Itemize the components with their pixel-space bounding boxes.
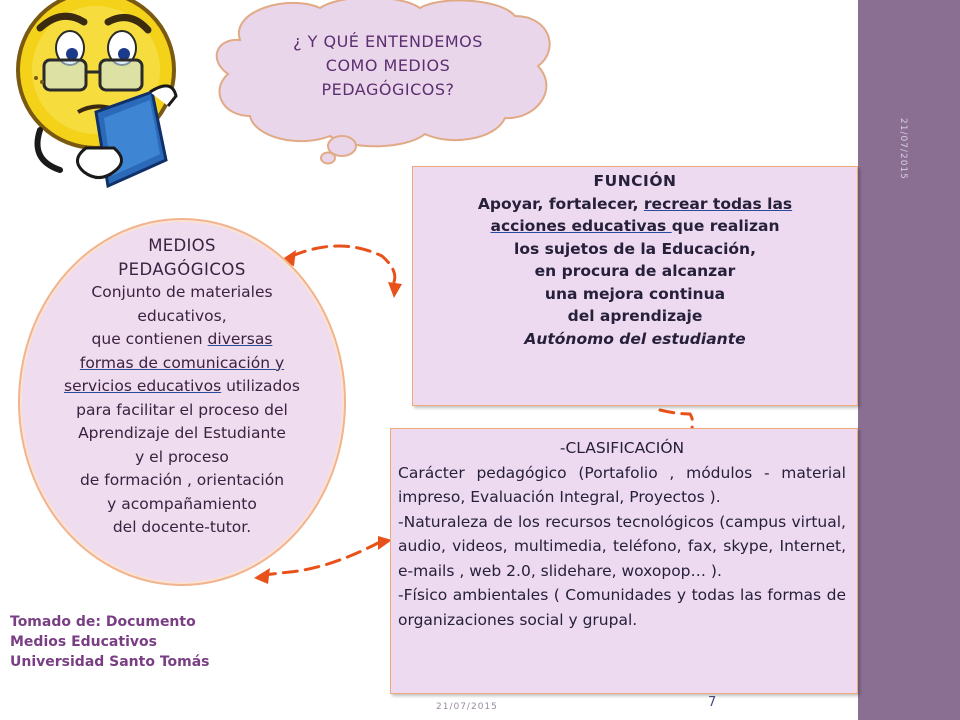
clasificacion-paragraph: -Naturaleza de los recursos tecnológicos (campus virtual, audio, videos, multimedia, teléfono, fax, skype, Internet, e-mails , web 2.0, slidehare, woxopop… ). xyxy=(398,512,846,580)
cloud-line: COMO MEDIOS xyxy=(325,56,451,75)
funcion-text: que realizan xyxy=(671,217,780,235)
medios-line: para facilitar el proceso del xyxy=(76,400,288,419)
arrow-funcion-clasificacion xyxy=(660,410,693,428)
cloud-line: ¿ Y QUÉ ENTENDEMOS xyxy=(293,32,483,51)
clasificacion-heading: -CLASIFICACIÓN xyxy=(559,439,685,457)
cloud-question xyxy=(282,30,494,102)
medios-title: PEDAGÓGICOS xyxy=(118,259,246,279)
funcion-text-underlined: acciones educativas xyxy=(490,217,672,235)
medios-line xyxy=(18,328,346,352)
funcion-content xyxy=(412,170,858,350)
funcion-line xyxy=(412,215,858,238)
medios-line: de formación , orientación xyxy=(79,471,285,489)
clasificacion-paragraph: Carácter pedagógico (Portafolio , módulos - material impreso, Evaluación Integral, Proyectos ). xyxy=(398,463,846,506)
medios-text-underlined: formas de comunicación y xyxy=(79,353,285,372)
funcion-line: Autónomo del estudiante xyxy=(524,329,746,348)
funcion-text-underlined: recrear todas las xyxy=(643,194,793,213)
clasificacion-content xyxy=(398,436,846,632)
cartoon-reader-icon xyxy=(18,0,176,186)
medios-line xyxy=(18,352,346,376)
funcion-line: los sujetos de la Educación, xyxy=(514,239,756,258)
funcion-line xyxy=(412,193,858,216)
medios-line: educativos, xyxy=(137,306,227,325)
cloud-line: PEDAGÓGICOS? xyxy=(321,80,455,99)
page-number: 7 xyxy=(708,695,717,710)
medios-line xyxy=(18,375,346,399)
medios-text: utilizados xyxy=(221,377,300,395)
funcion-heading: FUNCIÓN xyxy=(593,172,677,190)
medios-line: y el proceso xyxy=(135,447,229,466)
medios-text-underlined: diversas xyxy=(207,330,273,348)
medios-line: Conjunto de materiales xyxy=(91,283,273,301)
source-line: Medios Educativos xyxy=(10,634,157,650)
source-line: Tomado de: Documento xyxy=(10,614,196,630)
medios-definition xyxy=(18,234,346,540)
medios-line: Aprendizaje del Estudiante xyxy=(78,424,286,442)
medios-text-underlined: servicios educativos xyxy=(64,377,222,395)
medios-text: que contienen xyxy=(91,330,208,348)
funcion-line: del aprendizaje xyxy=(567,307,703,325)
clasificacion-paragraph: -Físico ambientales ( Comunidades y todas las formas de organizaciones social y grupal. xyxy=(398,586,846,629)
source-line: Universidad Santo Tomás xyxy=(10,654,210,670)
sidebar-date: 21/07/2015 xyxy=(898,118,908,180)
medios-title: MEDIOS xyxy=(148,236,216,255)
funcion-line: en procura de alcanzar xyxy=(534,262,736,280)
medios-line: y acompañamiento xyxy=(107,494,257,513)
source-note xyxy=(10,612,210,672)
medios-line: del docente-tutor. xyxy=(112,518,252,536)
funcion-text: Apoyar, fortalecer, xyxy=(477,194,644,213)
funcion-line: una mejora continua xyxy=(544,284,726,303)
footer-date: 21/07/2015 xyxy=(436,702,498,712)
